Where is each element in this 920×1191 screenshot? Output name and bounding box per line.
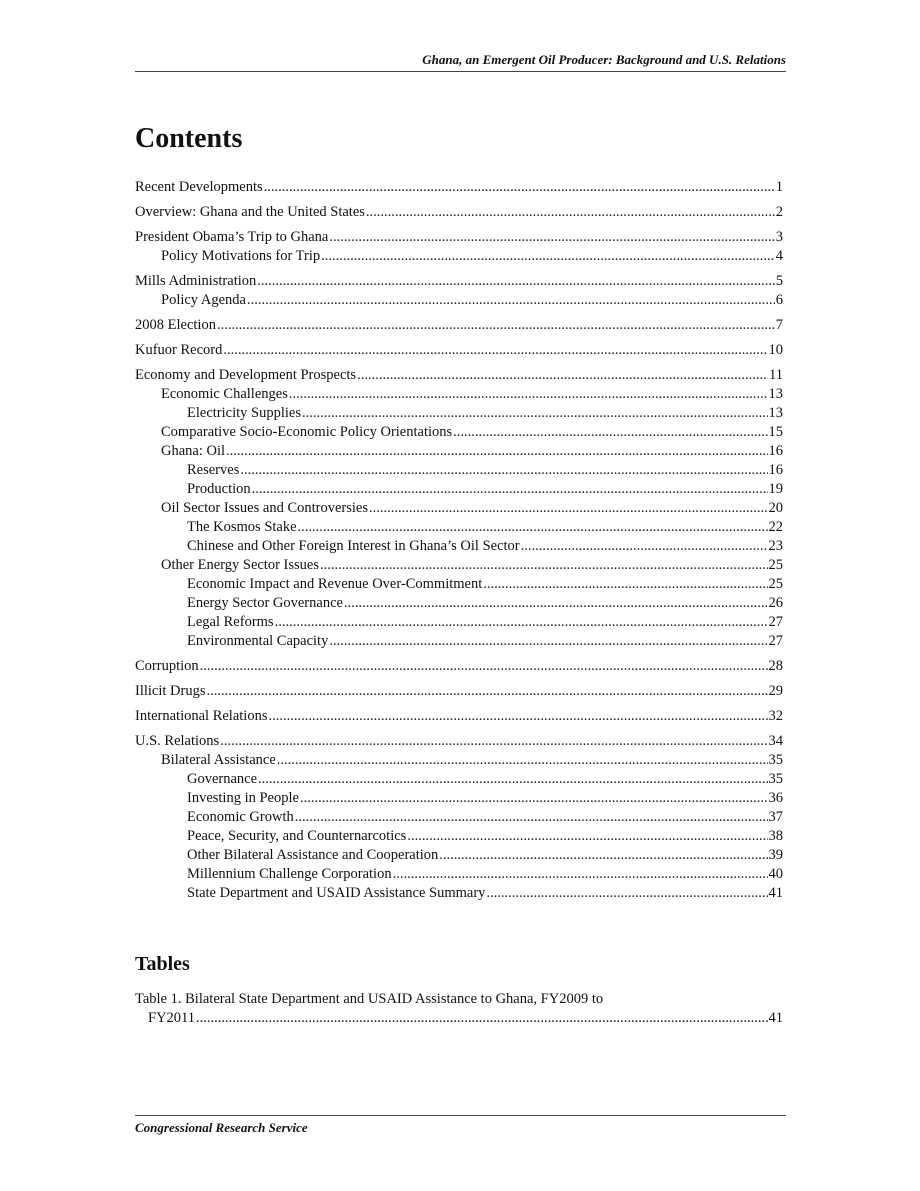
toc-entry-page: 13 bbox=[768, 405, 783, 421]
dot-leader bbox=[407, 827, 767, 846]
dot-leader bbox=[258, 770, 767, 789]
header-rule bbox=[135, 71, 786, 72]
toc-entry-page: 25 bbox=[768, 557, 783, 573]
dot-leader bbox=[268, 707, 767, 726]
dot-leader bbox=[275, 613, 768, 632]
dot-leader bbox=[277, 751, 768, 770]
toc-entry-page: 13 bbox=[768, 386, 783, 402]
toc-entry-title: 2008 Election bbox=[135, 317, 216, 333]
dot-leader bbox=[226, 442, 767, 461]
toc-entry-page: 37 bbox=[768, 809, 783, 825]
toc-entry-title: Legal Reforms bbox=[187, 614, 274, 630]
toc-entry-page: 19 bbox=[768, 481, 783, 497]
toc-entry-title: Corruption bbox=[135, 658, 199, 674]
toc-entry[interactable] bbox=[135, 865, 783, 884]
toc-entry-title: Comparative Socio-Economic Policy Orientations bbox=[161, 424, 453, 440]
toc-entry-page: 35 bbox=[768, 771, 783, 787]
toc-entry-page: 40 bbox=[768, 866, 783, 882]
toc-entry-page: 23 bbox=[768, 538, 783, 554]
dot-leader bbox=[264, 178, 775, 197]
toc-entry[interactable] bbox=[135, 682, 783, 701]
toc-entry-page: 32 bbox=[768, 708, 783, 724]
toc-entry[interactable] bbox=[135, 751, 783, 770]
dot-leader bbox=[357, 366, 768, 385]
dot-leader bbox=[223, 341, 767, 360]
dot-leader bbox=[220, 732, 767, 751]
footer-rule bbox=[135, 1115, 786, 1116]
dot-leader bbox=[257, 272, 775, 291]
toc-entry-page: 7 bbox=[775, 317, 783, 333]
toc-entry-title: Recent Developments bbox=[135, 179, 263, 195]
toc-entry-page: 1 bbox=[775, 179, 783, 195]
toc-entry-title: Illicit Drugs bbox=[135, 683, 206, 699]
toc-entry-page: 2 bbox=[775, 204, 783, 220]
toc-entry-title: Ghana: Oil bbox=[161, 443, 226, 459]
dot-leader bbox=[206, 682, 767, 701]
dot-leader bbox=[344, 594, 768, 613]
toc-entry-title: Bilateral Assistance bbox=[161, 752, 276, 768]
toc-entry[interactable] bbox=[135, 178, 783, 197]
toc-entry[interactable] bbox=[135, 789, 783, 808]
toc-entry-page: 34 bbox=[768, 733, 783, 749]
tables-list-entry[interactable] bbox=[135, 990, 783, 1028]
dot-leader bbox=[200, 657, 768, 676]
dot-leader bbox=[247, 291, 775, 310]
dot-leader bbox=[240, 461, 767, 480]
toc-entry-title: International Relations bbox=[135, 708, 268, 724]
dot-leader bbox=[453, 423, 767, 442]
dot-leader bbox=[369, 499, 768, 518]
toc-entry-title: Policy Agenda bbox=[161, 292, 246, 308]
toc-entry-title: Production bbox=[187, 481, 251, 497]
toc-entry-page: 41 bbox=[768, 885, 783, 901]
toc-entry[interactable] bbox=[135, 228, 783, 247]
toc-entry[interactable] bbox=[135, 385, 783, 404]
dot-leader bbox=[196, 1009, 768, 1028]
toc-entry-page: 36 bbox=[768, 790, 783, 806]
running-header: Ghana, an Emergent Oil Producer: Background and U.S. Relations bbox=[422, 52, 786, 67]
toc-entry-title: Policy Motivations for Trip bbox=[161, 248, 321, 264]
dot-leader bbox=[300, 789, 768, 808]
toc-entry-page: 27 bbox=[768, 614, 783, 630]
toc-entry[interactable] bbox=[135, 632, 783, 651]
dot-leader bbox=[289, 385, 768, 404]
dot-leader bbox=[483, 575, 767, 594]
toc-entry-page: 25 bbox=[768, 576, 783, 592]
dot-leader bbox=[320, 556, 768, 575]
toc-entry[interactable] bbox=[135, 594, 783, 613]
toc-entry[interactable] bbox=[135, 808, 783, 827]
toc-entry-page: 5 bbox=[775, 273, 783, 289]
toc-entry-title: Oil Sector Issues and Controversies bbox=[161, 500, 368, 516]
toc-entry-page: 26 bbox=[768, 595, 783, 611]
toc-entry[interactable] bbox=[135, 316, 783, 335]
toc-entry[interactable] bbox=[135, 366, 783, 385]
dot-leader bbox=[486, 884, 767, 903]
toc-entry-page: 22 bbox=[768, 519, 783, 535]
table-entry-page: 41 bbox=[768, 1010, 783, 1026]
toc-entry-title: Other Bilateral Assistance and Cooperation bbox=[187, 847, 439, 863]
toc-entry-page: 4 bbox=[775, 248, 783, 264]
toc-entry[interactable] bbox=[135, 732, 783, 751]
toc-entry[interactable] bbox=[135, 203, 783, 222]
toc-entry[interactable] bbox=[135, 770, 783, 789]
toc-entry[interactable] bbox=[135, 404, 783, 423]
table-entry-title-line2: FY2011 bbox=[148, 1010, 195, 1026]
toc-entry-title: State Department and USAID Assistance Summary bbox=[187, 885, 486, 901]
toc-entry-page: 15 bbox=[768, 424, 783, 440]
toc-entry-title: Other Energy Sector Issues bbox=[161, 557, 319, 573]
dot-leader bbox=[295, 808, 768, 827]
toc-entry-page: 28 bbox=[768, 658, 783, 674]
toc-entry[interactable] bbox=[135, 247, 783, 266]
dot-leader bbox=[393, 865, 768, 884]
toc-entry-title: The Kosmos Stake bbox=[187, 519, 297, 535]
toc-entry-title: Environmental Capacity bbox=[187, 633, 329, 649]
dot-leader bbox=[302, 404, 768, 423]
tables-heading: Tables bbox=[135, 953, 190, 975]
toc-entry[interactable] bbox=[135, 423, 783, 442]
table-entry-title-line1: Table 1. Bilateral State Department and USAID Assistance to Ghana, FY2009 to bbox=[135, 991, 604, 1007]
dot-leader bbox=[329, 632, 767, 651]
toc-entry-page: 35 bbox=[768, 752, 783, 768]
dot-leader bbox=[252, 480, 768, 499]
footer: Congressional Research Service bbox=[135, 1120, 308, 1135]
toc-entry-title: Kufuor Record bbox=[135, 342, 223, 358]
toc-entry[interactable] bbox=[135, 556, 783, 575]
toc-entry-title: Governance bbox=[187, 771, 258, 787]
toc-entry-title: Reserves bbox=[187, 462, 240, 478]
toc-entry[interactable] bbox=[135, 537, 783, 556]
toc-entry-title: U.S. Relations bbox=[135, 733, 220, 749]
toc-entry[interactable] bbox=[135, 827, 783, 846]
toc-entry-title: Mills Administration bbox=[135, 273, 257, 289]
toc-entry-page: 3 bbox=[775, 229, 783, 245]
toc-entry-title: Millennium Challenge Corporation bbox=[187, 866, 392, 882]
toc-entry[interactable] bbox=[135, 518, 783, 537]
toc-entry-title: Electricity Supplies bbox=[187, 405, 301, 421]
dot-leader bbox=[217, 316, 775, 335]
dot-leader bbox=[521, 537, 768, 556]
toc-entry-page: 38 bbox=[768, 828, 783, 844]
dot-leader bbox=[439, 846, 767, 865]
toc-entry-title: Economy and Development Prospects bbox=[135, 367, 357, 383]
toc-entry-page: 29 bbox=[768, 683, 783, 699]
dot-leader bbox=[366, 203, 775, 222]
toc-entry[interactable] bbox=[135, 272, 783, 291]
toc-entry[interactable] bbox=[135, 884, 783, 903]
table-of-contents bbox=[135, 178, 783, 903]
toc-entry[interactable] bbox=[135, 575, 783, 594]
toc-entry[interactable] bbox=[135, 341, 783, 360]
dot-leader bbox=[329, 228, 774, 247]
toc-entry[interactable] bbox=[135, 291, 783, 310]
toc-entry-page: 27 bbox=[768, 633, 783, 649]
toc-entry-title: Peace, Security, and Counternarcotics bbox=[187, 828, 407, 844]
toc-entry[interactable] bbox=[135, 442, 783, 461]
toc-entry-title: Overview: Ghana and the United States bbox=[135, 204, 365, 220]
toc-entry-page: 6 bbox=[775, 292, 783, 308]
toc-entry[interactable] bbox=[135, 499, 783, 518]
dot-leader bbox=[298, 518, 768, 537]
toc-entry[interactable] bbox=[135, 707, 783, 726]
toc-entry-title: Energy Sector Governance bbox=[187, 595, 343, 611]
toc-entry-page: 39 bbox=[768, 847, 783, 863]
toc-entry-page: 10 bbox=[768, 342, 783, 358]
toc-entry-title: Economic Growth bbox=[187, 809, 294, 825]
toc-entry-page: 20 bbox=[768, 500, 783, 516]
toc-entry[interactable] bbox=[135, 846, 783, 865]
toc-entry-page: 11 bbox=[769, 367, 783, 383]
toc-entry-title: Chinese and Other Foreign Interest in Ghana’s Oil Sector bbox=[187, 538, 520, 554]
contents-heading: Contents bbox=[135, 123, 243, 154]
toc-entry[interactable] bbox=[135, 613, 783, 632]
dot-leader bbox=[321, 247, 775, 266]
toc-entry-title: President Obama’s Trip to Ghana bbox=[135, 229, 329, 245]
toc-entry[interactable] bbox=[135, 657, 783, 676]
toc-entry[interactable] bbox=[135, 480, 783, 499]
toc-entry-page: 16 bbox=[768, 462, 783, 478]
toc-entry-page: 16 bbox=[768, 443, 783, 459]
toc-entry-title: Investing in People bbox=[187, 790, 299, 806]
toc-entry[interactable] bbox=[135, 461, 783, 480]
toc-entry-title: Economic Impact and Revenue Over-Commitment bbox=[187, 576, 483, 592]
toc-entry-title: Economic Challenges bbox=[161, 386, 288, 402]
